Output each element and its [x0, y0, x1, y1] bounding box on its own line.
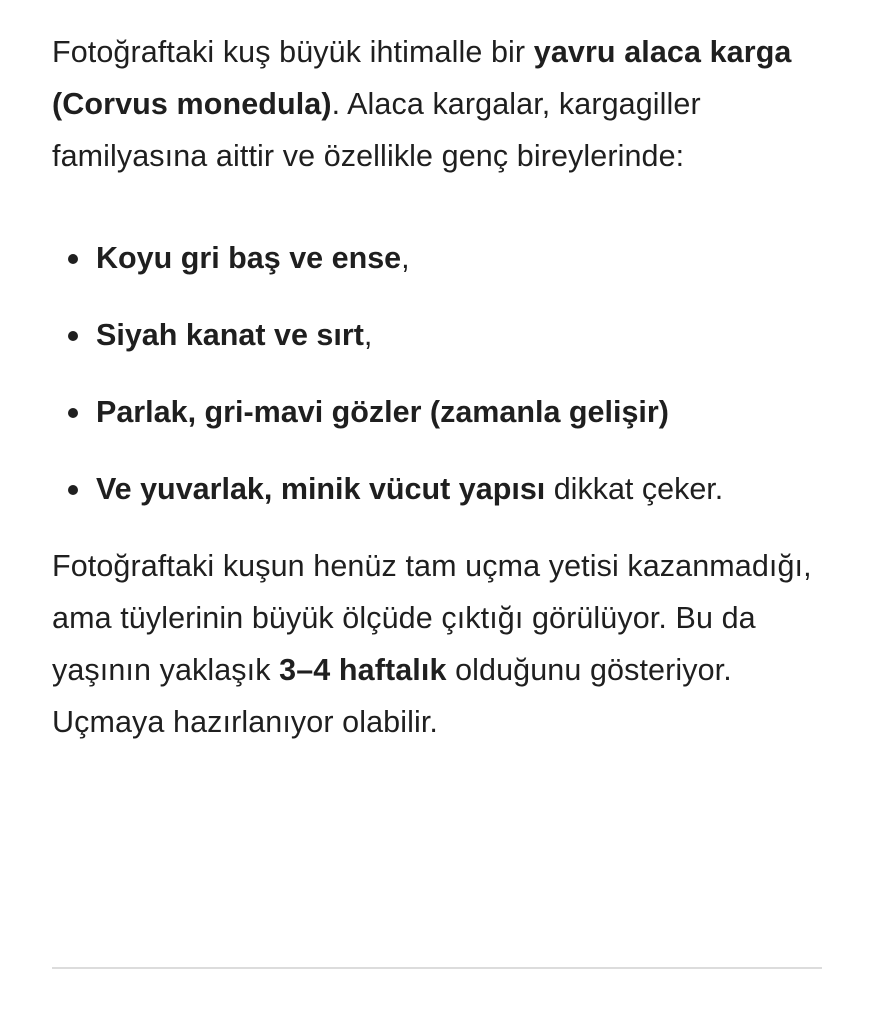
- list-item-rest: dikkat çeker.: [545, 472, 724, 506]
- intro-text-2: . Alaca kargalar, kargagiller familyasına aittir ve özellikle genç bireylerinde:: [52, 87, 701, 173]
- list-item-bold: Parlak, gri-mavi gözler (zamanla gelişir): [96, 395, 669, 429]
- bullet-icon: [68, 408, 78, 418]
- list-item-rest: ,: [363, 318, 373, 352]
- list-item-bold: Siyah kanat ve sırt: [96, 318, 364, 352]
- bullet-icon: [68, 331, 78, 341]
- intro-paragraph: [52, 26, 842, 182]
- list-item-bold: Koyu gri baş ve ense: [96, 241, 402, 275]
- intro-bold-species: yavru alaca karga (Corvus monedula): [52, 35, 792, 121]
- divider: [52, 967, 822, 969]
- outro-paragraph: [52, 540, 842, 748]
- list-item-bold: Ve yuvarlak, minik vücut yapısı: [96, 472, 546, 506]
- bullet-icon: [68, 254, 78, 264]
- list-item: [52, 309, 842, 361]
- outro-bold-age: 3–4 haftalık: [279, 653, 447, 687]
- list-item-rest: ,: [401, 241, 410, 275]
- message-content: [52, 26, 842, 748]
- intro-text-1: Fotoğraftaki kuş büyük ihtimalle bir: [52, 35, 534, 69]
- list-item: [52, 232, 842, 284]
- list-item: [52, 463, 842, 515]
- feature-list: [52, 232, 842, 515]
- outro-text-1: Fotoğraftaki kuşun henüz tam uçma yetisi kazanmadığı, ama tüylerinin büyük ölçüde çıktığı görülüyor. Bu da yaşının yaklaşık: [52, 549, 812, 687]
- bullet-icon: [68, 485, 78, 495]
- list-item: [52, 386, 842, 438]
- outro-text-2: olduğunu gösteriyor. Uçmaya hazırlanıyor olabilir.: [52, 653, 732, 739]
